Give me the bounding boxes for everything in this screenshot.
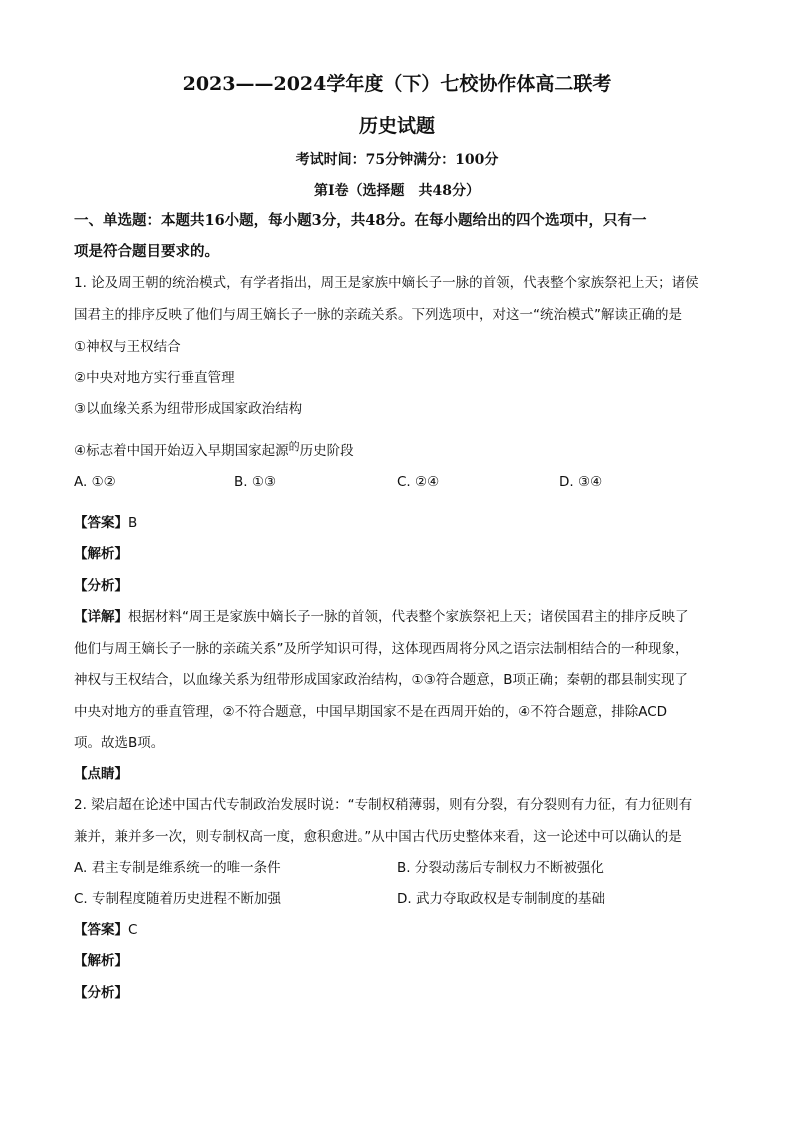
q2-answer-value: C	[128, 922, 138, 938]
q1-detail-text1: 根据材料“周王是家族中嫡长子一脉的首领，代表整个家族祭祀上天；诸侯国君主的排序反映了	[128, 609, 689, 625]
q1-detail-label: 【详解】	[74, 609, 128, 625]
q1-detail-line3: 神权与王权结合，以血缘关系为纽带形成国家政治结构，①③符合题意，B项正确；秦朝的郡县制实现了	[74, 672, 688, 688]
q1-detail-line4: 中央对地方的垂直管理，②不符合题意，中国早期国家不是在西周开始的，④不符合题意，排除ACD	[74, 704, 668, 720]
q1-option-a: A. ①②	[74, 474, 116, 490]
q2-option-b: B. 分裂动荡后专制权力不断被强化	[397, 860, 604, 876]
q1-option-b: B. ①③	[234, 474, 277, 490]
q1-item-4-text-b: 历史阶段	[299, 443, 354, 459]
q2-analysis-label: 【解析】	[74, 953, 128, 969]
q1-item-1: ①神权与王权结合	[74, 339, 181, 355]
q1-item-2: ②中央对地方实行垂直管理	[74, 370, 235, 386]
q1-fenxi-label: 【分析】	[74, 578, 128, 594]
q2-answer	[74, 920, 137, 940]
q1-item-4-text-a: ④标志着中国开始迈入早期国家起源	[74, 443, 289, 459]
q1-stem-line1: 1. 论及周王朝的统治模式，有学者指出，周王是家族中嫡长子一脉的首领，代表整个家族祭祀上天；诸侯	[74, 275, 699, 291]
q2-answer-label: 【答案】	[74, 922, 128, 938]
q2-stem-line1: 2. 梁启超在论述中国古代专制政治发展时说：“专制权稍薄弱，则有分裂，有分裂则有力征，有力征则有	[74, 797, 693, 813]
q1-answer-value: B	[128, 515, 138, 531]
exam-info: 考试时间：75分钟满分：100分	[295, 152, 499, 168]
q1-detail-line5: 项。故选B项。	[74, 735, 165, 751]
subject-title: 历史试题	[358, 115, 435, 137]
q1-detail-line2: 他们与周王嫡长子一脉的亲疏关系”及所学知识可得，这体现西周将分风之语宗法制相结合的一种现象，	[74, 641, 689, 657]
q2-option-d: D. 武力夺取政权是专制制度的基础	[397, 891, 605, 907]
q2-stem-line2: 兼并，兼并多一次，则专制权高一度，愈积愈进。”从中国古代历史整体来看，这一论述中可以确认的是	[74, 829, 682, 845]
q2-fenxi-label: 【分析】	[74, 985, 128, 1001]
q1-option-d: D. ③④	[559, 474, 603, 490]
exam-title: 2023——2024学年度（下）七校协作体高二联考	[182, 73, 612, 95]
section-instruction-line2: 项是符合题目要求的。	[74, 243, 219, 260]
q1-dianjing-label: 【点睛】	[74, 766, 128, 782]
q2-option-a: A. 君主专制是维系统一的唯一条件	[74, 860, 281, 876]
volume-heading: 第Ⅰ卷（选择题 共48分）	[313, 183, 481, 199]
q1-detail-line1	[74, 607, 689, 627]
q1-item-4	[74, 437, 354, 461]
q1-option-c: C. ②④	[397, 474, 440, 490]
section-instruction-line1: 一、单选题：本题共16小题，每小题3分，共48分。在每小题给出的四个选项中，只有一	[74, 212, 647, 229]
q1-item-4-sup: 的	[288, 440, 300, 453]
q1-answer	[74, 513, 137, 533]
q2-option-c: C. 专制程度随着历史进程不断加强	[74, 891, 282, 907]
q1-answer-label: 【答案】	[74, 515, 128, 531]
q1-item-3: ③以血缘关系为纽带形成国家政治结构	[74, 401, 303, 417]
q1-stem-line2: 国君主的排序反映了他们与周王嫡长子一脉的亲疏关系。下列选项中，对这一“统治模式”解读正确的是	[74, 307, 682, 323]
q1-analysis-label: 【解析】	[74, 546, 128, 562]
